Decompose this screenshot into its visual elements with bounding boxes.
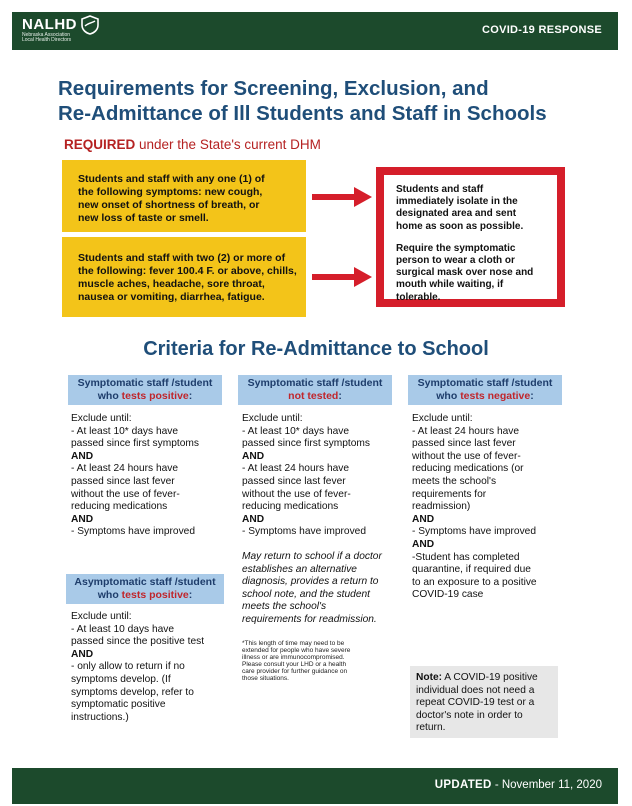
criteria-line: reducing medications [71, 501, 168, 513]
criteria-line: passed since first symptoms [242, 438, 370, 450]
criteria-line: - Symptoms have improved [71, 526, 195, 538]
required-label: REQUIRED [64, 137, 136, 152]
criteria-line: - Symptoms have improved [242, 526, 366, 538]
criteria-line: without the use of fever- [71, 488, 180, 500]
criteria-line: symptoms develop. (If [71, 673, 171, 685]
symptom-line: the following: fever 100.4 F. or above, chills, [78, 265, 297, 277]
and-connector: AND [71, 450, 94, 462]
action-paragraph-mask: Require the symptomatic person to wear a cloth or surgical mask over nose and mouth while waiting, if tolerable. [396, 242, 534, 303]
covid-response-label: COVID-19 RESPONSE [481, 24, 602, 36]
required-rest: under the State's current DHM [135, 137, 321, 152]
symptom-box-two-symptoms [62, 237, 306, 317]
symptom-box-one-symptom [62, 160, 306, 232]
criteria-line: reducing medications [242, 501, 339, 513]
criteria-line: Exclude until: [71, 611, 132, 622]
criteria-line: instructions.) [71, 711, 129, 723]
symptom-line: new onset of shortness of breath, or [78, 199, 260, 211]
criteria-line: requirements for [412, 488, 487, 500]
footer-bar [12, 768, 618, 804]
criteria-line: - only allow to return if no [71, 661, 185, 673]
and-connector: AND [412, 538, 435, 550]
criteria-line: quarantine, if required due [412, 564, 531, 576]
shield-icon [80, 15, 100, 35]
symptom-line: Students and staff with any one (1) of [78, 173, 265, 185]
action-paragraph-isolate: Students and staff immediately isolate in the designated area and sent home as soon as possible. [396, 184, 524, 232]
criteria-line: -Student has completed [412, 551, 520, 563]
column-header-symptomatic-not-tested: Symptomatic staff /student not tested: [238, 375, 392, 405]
right-arrow-icon [312, 266, 372, 288]
criteria-line: - At least 10* days have [71, 425, 179, 437]
criteria-line: Exclude until: [412, 413, 473, 424]
criteria-line: symptoms develop, refer to [71, 686, 194, 698]
criteria-heading: Criteria for Re-Admittance to School [143, 338, 489, 360]
note-label: Note: [416, 672, 443, 683]
criteria-list-asymptomatic-positive [71, 611, 241, 724]
footnote-asterisk: *This length of time may need to be extended for people who have severe illness or are immunocompromised. Please consult your LHD or a health care provider for further guidance on those situations. [242, 640, 351, 682]
right-arrow-icon [312, 186, 372, 208]
criteria-list-symptomatic-not-tested [242, 413, 402, 539]
logo-text: NALHD [22, 16, 77, 33]
nalhd-logo [22, 16, 77, 43]
criteria-line: COVID-19 case [412, 589, 484, 601]
criteria-line: meets the school's [412, 475, 497, 487]
updated-date: UPDATED - November 11, 2020 [434, 779, 602, 791]
isolation-action-box [376, 167, 565, 307]
title-line-2: Re-Admittance of Ill Students and Staff in Schools [58, 102, 547, 125]
symptom-line: Students and staff with two (2) or more of [78, 252, 286, 264]
criteria-line: passed since last fever [412, 438, 516, 450]
criteria-line: without the use of fever- [242, 488, 351, 500]
criteria-line: passed since first symptoms [71, 438, 199, 450]
criteria-line: symptomatic positive [71, 699, 166, 711]
and-connector: AND [242, 450, 265, 462]
title-line-1: Requirements for Screening, Exclusion, and [58, 77, 489, 100]
criteria-line: Exclude until: [242, 413, 303, 424]
criteria-line: - At least 10* days have [242, 425, 350, 437]
criteria-line: passed since last fever [71, 475, 175, 487]
criteria-line: Exclude until: [71, 413, 132, 424]
header-bar [12, 12, 618, 50]
symptom-line: new loss of taste or smell. [78, 212, 209, 224]
criteria-line: - Symptoms have improved [412, 526, 536, 538]
and-connector: AND [71, 648, 94, 660]
note-box: Note: A COVID-19 positive individual does not need a repeat COVID-19 test or a doctor's note in order to return. [410, 666, 558, 738]
criteria-line: reducing medications (or [412, 463, 524, 475]
criteria-line: without the use of fever- [412, 450, 521, 462]
and-connector: AND [412, 513, 435, 525]
criteria-line: passed since the positive test [71, 636, 205, 648]
logo-subtitle-line2: Local Health Directors [22, 37, 72, 43]
criteria-line: - At least 24 hours have [412, 425, 520, 437]
criteria-line: readmission) [412, 501, 471, 513]
doctor-note-readmission-text: May return to school if a doctor establishes an alternative diagnosis, provides a return to school note, and the student meets the school's requirements for readmission. [242, 551, 382, 625]
criteria-list-symptomatic-negative [412, 413, 572, 602]
required-statement [64, 137, 321, 152]
column-header-symptomatic-positive: Symptomatic staff /student who tests positive: [68, 375, 222, 405]
column-header-asymptomatic-positive: Asymptomatic staff /student who tests positive: [66, 574, 224, 604]
criteria-line: - At least 24 hours have [242, 463, 350, 475]
criteria-line: passed since last fever [242, 475, 346, 487]
logo-subtitle-line1: Nebraska Association [22, 32, 71, 38]
criteria-line: to an exposure to a positive [412, 576, 537, 588]
and-connector: AND [71, 513, 94, 525]
symptom-line: the following symptoms: new cough, [78, 186, 263, 198]
criteria-line: - At least 24 hours have [71, 463, 179, 475]
and-connector: AND [242, 513, 265, 525]
page-title [58, 76, 598, 126]
symptom-line: nausea or vomiting, diarrhea, fatigue. [78, 291, 265, 303]
symptom-line: muscle aches, headache, sore throat, [78, 278, 265, 290]
criteria-line: - At least 10 days have [71, 623, 175, 635]
criteria-list-symptomatic-positive [71, 413, 231, 539]
column-header-symptomatic-negative: Symptomatic staff /student who tests negative: [408, 375, 562, 405]
